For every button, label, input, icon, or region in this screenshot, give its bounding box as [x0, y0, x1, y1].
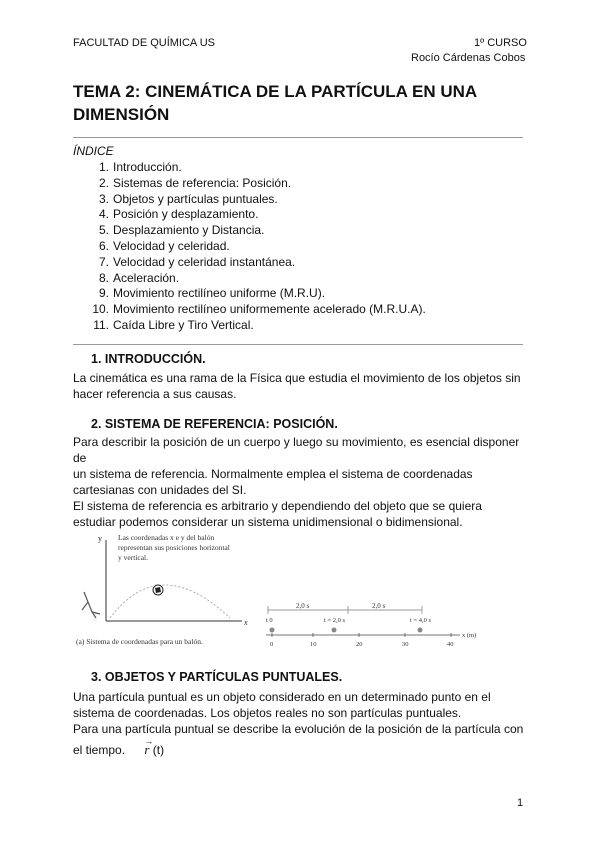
divider-index: [73, 344, 523, 345]
ball-trajectory: [110, 585, 230, 618]
figure-ball-coordinates: [70, 532, 260, 648]
runner-icon: [418, 628, 423, 633]
index-item: [91, 223, 426, 239]
page-title: [73, 80, 533, 126]
section-3-line: el tiempo.: [73, 743, 126, 757]
player-icon: [82, 592, 100, 618]
header-author: Rocío Cárdenas Cobos: [411, 52, 526, 64]
y-axis-label: y: [98, 534, 102, 543]
index-item-label: Velocidad y celeridad.: [113, 238, 230, 253]
section-2-heading: 2. SISTEMA DE REFERENCIA: POSICIÓN.: [91, 417, 338, 431]
tick-label: 0: [270, 641, 274, 648]
section-1-heading: 1. INTRODUCCIÓN.: [91, 352, 206, 366]
divider-top: [73, 137, 523, 138]
runner-icon: [332, 628, 337, 633]
index-item: [91, 239, 426, 255]
index-item-label: Movimiento rectilíneo uniformemente acelerado (M.R.U.A).: [113, 302, 426, 317]
ball-pattern-icon: [155, 587, 161, 593]
vector-arrow-icon: →: [144, 736, 154, 746]
index-item: [91, 207, 426, 223]
index-item-number: 1.: [98, 160, 109, 174]
section-2-line: cartesianas con unidades del SI.: [73, 483, 247, 497]
index-item-label: Velocidad y celeridad instantánea.: [113, 254, 296, 269]
section-2-line: un sistema de referencia. Normalmente emplea el sistema de coordenadas: [73, 467, 473, 481]
index-item-number: 4.: [98, 207, 109, 222]
time-label: t = 4,0 s: [410, 617, 432, 624]
index-item: [91, 302, 426, 318]
section-2-line: Para describir la posición de un cuerpo y luego su movimiento, es esencial disponer: [73, 435, 520, 449]
index-item-number: 11.: [93, 317, 109, 332]
index-list: [91, 160, 426, 334]
index-item-number: 3.: [98, 191, 109, 206]
section-2-line: El sistema de referencia es arbitrario y dependiendo del objeto que se quiera: [73, 499, 482, 513]
index-item: [91, 160, 426, 176]
index-item: [91, 176, 426, 192]
tick-label: 40: [447, 641, 454, 648]
header-course: 1º CURSO: [474, 37, 527, 49]
index-item-label: Movimiento rectilíneo uniforme (M.R.U).: [113, 286, 326, 301]
tick-label: 20: [356, 641, 363, 648]
x-axis-label: x: [244, 618, 248, 627]
section-3-last-line: [73, 736, 533, 758]
tick-label: 10: [310, 641, 317, 648]
index-item-number: 2.: [98, 175, 109, 190]
page-number: 1: [517, 797, 524, 809]
index-item-label: Desplazamiento y Distancia.: [113, 223, 265, 238]
section-3-body: [73, 689, 533, 737]
index-item-label: Sistemas de referencia: Posición.: [113, 175, 292, 190]
index-item-label: Aceleración.: [113, 270, 180, 285]
section-1-body: [73, 370, 533, 402]
figure-note-line: Las coordenadas x e y del balón: [118, 533, 215, 542]
title-line-2: DIMENSIÓN: [73, 105, 170, 124]
index-item: [91, 255, 426, 271]
section-3-line: Para una partícula puntual se describe la evolución de la posición de la partícula con: [73, 722, 524, 736]
interval-label: 2,0 s: [372, 602, 386, 610]
section-3-heading: 3. OBJETOS Y PARTÍCULAS PUNTUALES.: [91, 670, 343, 684]
section-1-line: hacer referencia a sus causas.: [73, 387, 237, 401]
section-3-line: sistema de coordenadas. Los objetos reales no son partículas puntuales.: [73, 706, 462, 720]
figure-note-line: y vertical.: [118, 553, 148, 562]
section-2-line: de: [73, 451, 87, 465]
tick-label: 30: [402, 641, 409, 648]
vector-r: [144, 736, 154, 758]
title-line-1: TEMA 2: CINEMÁTICA DE LA PARTÍCULA EN UNA: [73, 82, 478, 101]
header-faculty: FACULTAD DE QUÍMICA US: [73, 37, 216, 49]
index-item-label: Objetos y partículas puntuales.: [113, 191, 278, 206]
index-item: [91, 271, 426, 287]
time-label: t = 2,0 s: [324, 617, 346, 624]
index-item-number: 8.: [98, 270, 109, 285]
runner-icon: [270, 628, 275, 633]
interval-label: 2,0 s: [296, 602, 310, 610]
index-item-number: 7.: [98, 254, 109, 269]
section-1-line: La cinemática es una rama de la Física que estudia el movimiento de los objetos sin: [73, 371, 521, 385]
index-item-number: 10.: [92, 302, 109, 317]
section-2-line: estudiar podemos considerar un sistema unidimensional o bidimensional.: [73, 515, 463, 529]
index-item-label: Introducción.: [113, 160, 182, 174]
figure-note-line: representan sus posiciones horizontal: [118, 543, 230, 552]
figure-1d-positions: [262, 600, 482, 652]
axis-unit-label: x (m): [462, 632, 477, 639]
vector-argument: (t): [152, 743, 165, 757]
index-item: [91, 192, 426, 208]
index-item-number: 6.: [98, 238, 109, 253]
index-item-label: Posición y desplazamiento.: [113, 207, 259, 222]
index-item-number: 5.: [98, 223, 109, 238]
figure-caption: (a) Sistema de coordenadas para un balón.: [76, 637, 203, 646]
index-item-label: Caída Libre y Tiro Vertical.: [113, 317, 254, 332]
index-heading: ÍNDICE: [73, 144, 114, 158]
time-label: t 0: [266, 617, 273, 624]
index-item: [91, 318, 426, 334]
index-item-number: 9.: [98, 286, 109, 301]
section-3-line: Una partícula puntual es un objeto considerado en un determinado punto en el: [73, 690, 491, 704]
vector-symbol: r: [144, 742, 150, 757]
index-item: [91, 286, 426, 302]
section-2-body: [73, 434, 533, 530]
